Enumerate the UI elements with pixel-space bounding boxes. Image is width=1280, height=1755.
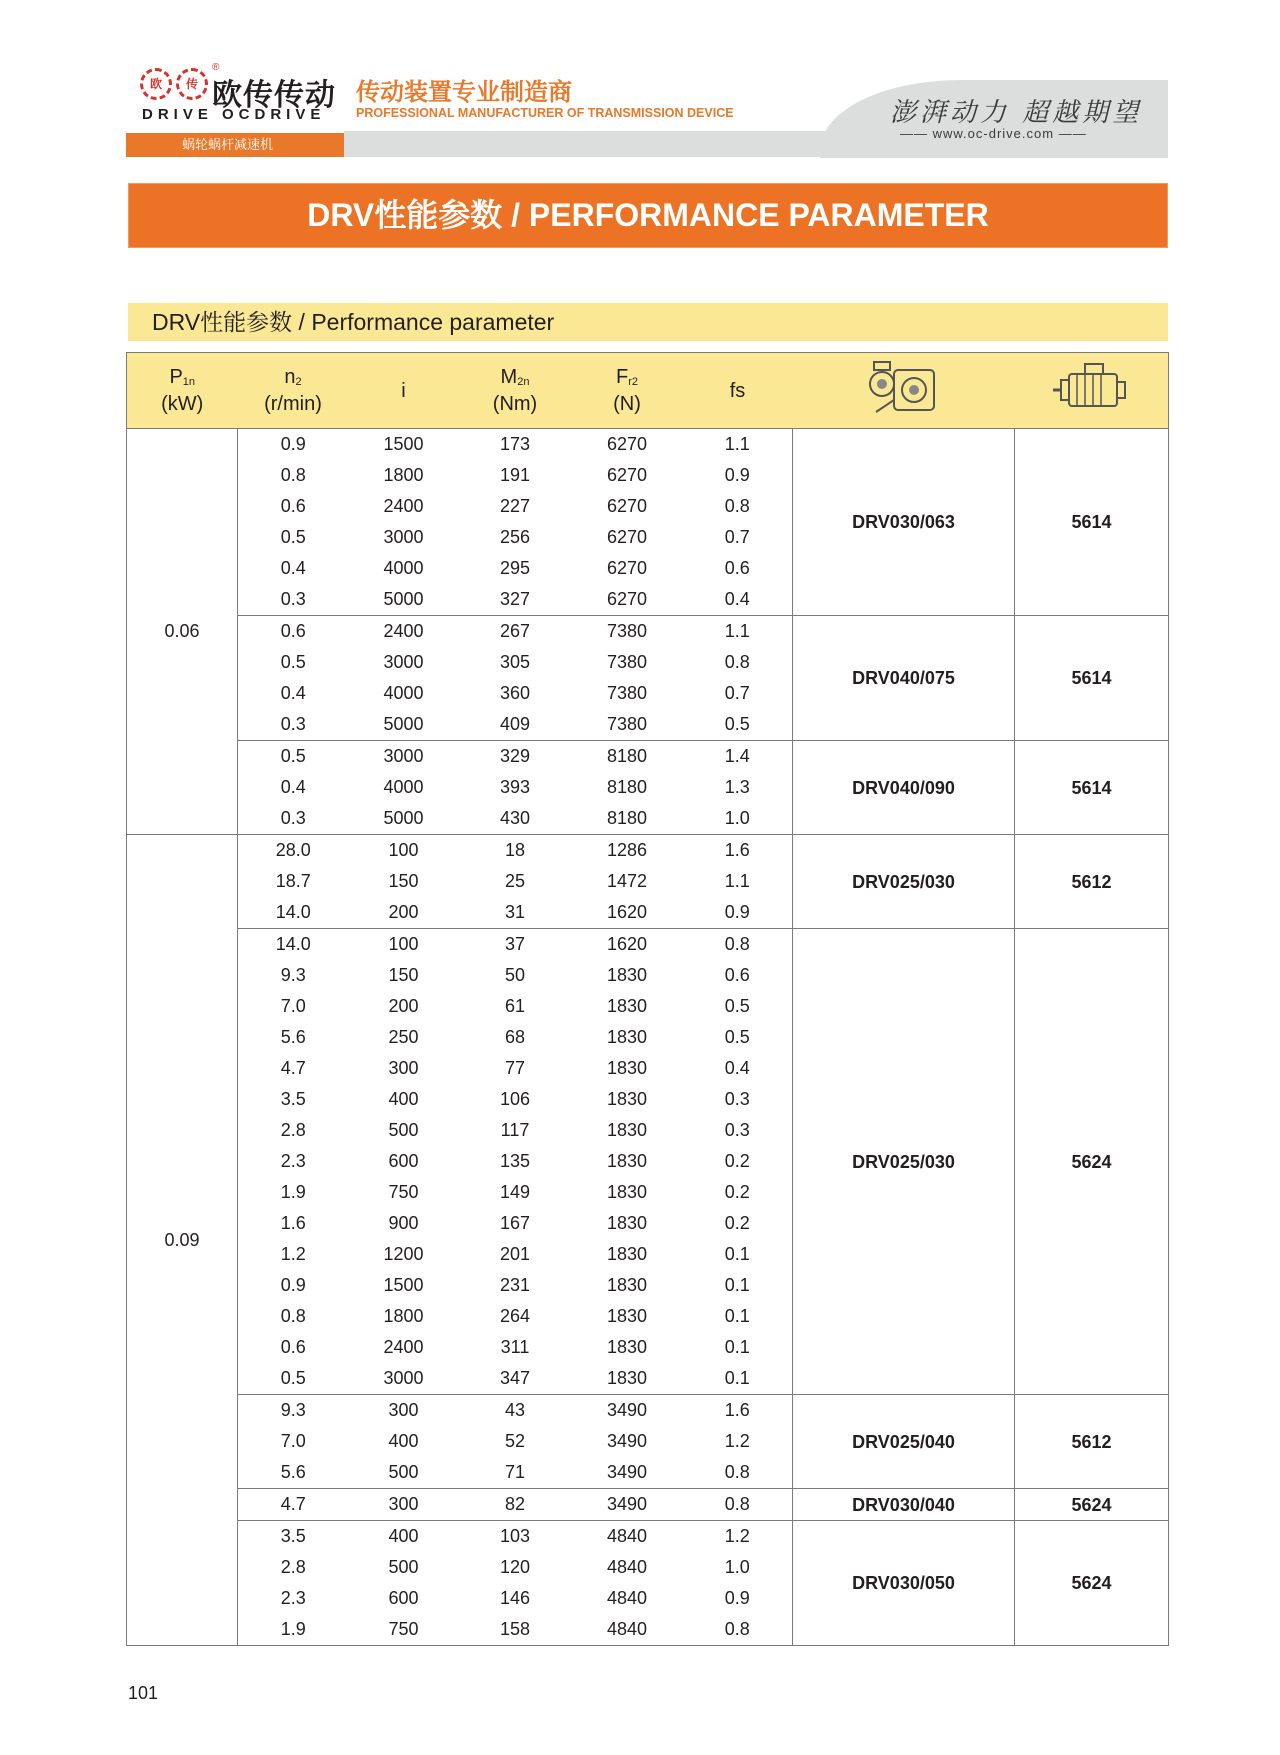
ratio-cell: 9.3: [280, 965, 306, 985]
logo-english-name: DRIVE OCDRIVE: [142, 106, 326, 123]
torque-cell: 82: [459, 1489, 572, 1521]
service-factor-cell: 0.8: [683, 929, 793, 961]
torque-cell: 227: [499, 496, 531, 516]
torque-cell: 267: [459, 616, 572, 648]
power-cell: 0.09: [127, 835, 238, 1646]
radial-load-cell: 7380: [606, 714, 648, 734]
service-factor-cell: 1.1: [683, 429, 793, 461]
radial-load-cell: 1830: [606, 1151, 648, 1171]
reducer-model-cell: DRV030/050: [793, 1521, 1015, 1646]
col-header-torque: M2n (Nm): [459, 353, 572, 429]
logo-mark-left: 欧: [140, 68, 172, 100]
ratio-cell: 1.9: [238, 1614, 349, 1646]
torque-cell: 135: [499, 1151, 531, 1171]
service-factor-cell: 0.5: [683, 709, 793, 741]
speed-cell: 200: [388, 996, 419, 1016]
torque-cell: 43: [459, 1395, 572, 1427]
motor-frame-cell: 5624: [1015, 1521, 1169, 1646]
speed-cell: 5000: [383, 714, 424, 734]
radial-load-cell: 1830: [606, 1337, 648, 1357]
table-row: [127, 429, 1169, 461]
ratio-cell: 1.9: [280, 1182, 306, 1202]
brand-logo: [140, 62, 350, 124]
logo-mark-right: 传: [176, 68, 208, 100]
speed-cell: 500: [388, 1120, 419, 1140]
torque-cell: 305: [499, 652, 531, 672]
torque-cell: 409: [499, 714, 531, 734]
torque-cell: 295: [499, 558, 531, 578]
ratio-cell: 0.6: [280, 1337, 306, 1357]
service-factor-cell: 1.0: [683, 1552, 793, 1583]
ratio-cell: 1.2: [280, 1244, 306, 1264]
radial-load-cell: 6270: [606, 558, 648, 578]
speed-cell: 3000: [383, 1368, 424, 1388]
service-factor-cell: 0.8: [683, 1457, 793, 1489]
col-header-service-factor: fs: [683, 353, 793, 429]
speed-cell: 3000: [383, 527, 424, 547]
reducer-model-cell: DRV040/075: [793, 616, 1015, 741]
performance-table: [126, 352, 1169, 1646]
motor-frame-cell: 5614: [1015, 429, 1169, 616]
table-row: [127, 1395, 1169, 1427]
speed-cell: 750: [349, 1614, 459, 1646]
service-factor-cell: 0.7: [683, 522, 793, 553]
table-body: [127, 429, 1169, 1646]
radial-load-cell: 7380: [606, 652, 648, 672]
ratio-cell: 0.3: [280, 714, 306, 734]
speed-cell: 400: [388, 1431, 419, 1451]
ratio-cell: 2.8: [280, 1557, 306, 1577]
ratio-cell: 0.4: [280, 558, 306, 578]
radial-load-cell: 1830: [606, 1306, 648, 1326]
ratio-cell: 0.9: [280, 1275, 306, 1295]
col-header-radial-load: Fr2 (N): [572, 353, 683, 429]
torque-cell: 61: [504, 996, 526, 1016]
torque-cell: 256: [499, 527, 531, 547]
table-row: [127, 835, 1169, 867]
torque-cell: 77: [504, 1058, 526, 1078]
service-factor-cell: 0.7: [683, 678, 793, 709]
page-title-banner: DRV性能参数 / PERFORMANCE PARAMETER: [128, 183, 1168, 248]
table-header-row: [127, 353, 1169, 429]
speed-cell: 900: [388, 1213, 419, 1233]
radial-load-cell: 4840: [606, 1557, 648, 1577]
radial-load-cell: 1830: [606, 1213, 648, 1233]
col-header-power: P1n (kW): [127, 353, 238, 429]
table-row: [127, 1489, 1169, 1521]
ratio-cell: 3.5: [280, 1089, 306, 1109]
service-factor-cell: 0.3: [683, 1084, 793, 1115]
ratio-cell: 7.0: [280, 1431, 306, 1451]
worm-gear-reducer-icon: [864, 360, 944, 416]
radial-load-cell: 1830: [606, 996, 648, 1016]
service-factor-cell: 1.6: [683, 1395, 793, 1427]
torque-cell: 191: [499, 465, 531, 485]
table-row: [127, 741, 1169, 773]
ratio-cell: 5.6: [280, 1462, 306, 1482]
speed-cell: 3000: [349, 741, 459, 773]
ratio-cell: 0.4: [280, 683, 306, 703]
radial-load-cell: 1830: [606, 1089, 648, 1109]
power-cell: 0.06: [127, 429, 238, 835]
radial-load-cell: 1620: [572, 929, 683, 961]
service-factor-cell: 1.2: [683, 1426, 793, 1457]
ratio-cell: 0.3: [280, 589, 306, 609]
service-factor-cell: 0.5: [683, 991, 793, 1022]
radial-load-cell: 3490: [606, 1462, 648, 1482]
radial-load-cell: 7380: [606, 683, 648, 703]
speed-cell: 300: [349, 1489, 459, 1521]
service-factor-cell: 0.2: [683, 1208, 793, 1239]
ratio-cell: 0.6: [280, 496, 306, 516]
speed-cell: 600: [388, 1151, 419, 1171]
radial-load-cell: 1830: [606, 1058, 648, 1078]
ratio-cell: 14.0: [238, 929, 349, 961]
col-header-ratio: i: [349, 353, 459, 429]
torque-cell: 430: [499, 808, 531, 828]
reducer-model-cell: DRV030/040: [793, 1489, 1015, 1521]
torque-cell: 31: [504, 902, 526, 922]
speed-cell: 4000: [383, 777, 424, 797]
service-factor-cell: 0.5: [683, 1022, 793, 1053]
registered-mark: ®: [212, 62, 220, 73]
ratio-cell: 2.3: [280, 1151, 306, 1171]
speed-cell: 1800: [383, 1306, 424, 1326]
tagline-english: PROFESSIONAL MANUFACTURER OF TRANSMISSION DEVICE: [356, 106, 734, 120]
ratio-cell: 0.8: [280, 1306, 306, 1326]
torque-cell: 158: [459, 1614, 572, 1646]
service-factor-cell: 0.9: [683, 897, 793, 929]
torque-cell: 201: [499, 1244, 531, 1264]
col-header-reducer: [793, 353, 1015, 429]
torque-cell: 37: [459, 929, 572, 961]
motor-frame-cell: 5614: [1015, 616, 1169, 741]
torque-cell: 231: [499, 1275, 531, 1295]
service-factor-cell: 0.2: [683, 1177, 793, 1208]
radial-load-cell: 1830: [606, 1182, 648, 1202]
torque-cell: 264: [499, 1306, 531, 1326]
ratio-cell: 2.3: [280, 1588, 306, 1608]
speed-cell: 4000: [383, 683, 424, 703]
torque-cell: 18: [459, 835, 572, 867]
speed-cell: 150: [388, 871, 419, 891]
speed-cell: 100: [349, 835, 459, 867]
motor-frame-cell: 5624: [1015, 929, 1169, 1395]
speed-cell: 500: [388, 1462, 419, 1482]
speed-cell: 150: [388, 965, 419, 985]
radial-load-cell: 4840: [572, 1521, 683, 1553]
radial-load-cell: 4840: [606, 1588, 648, 1608]
service-factor-cell: 0.1: [683, 1301, 793, 1332]
torque-cell: 146: [499, 1588, 531, 1608]
service-factor-cell: 0.8: [683, 1489, 793, 1521]
radial-load-cell: 6270: [606, 589, 648, 609]
slogan: 澎湃动力 超越期望: [890, 98, 1143, 128]
ratio-cell: 9.3: [238, 1395, 349, 1427]
torque-cell: 52: [504, 1431, 526, 1451]
speed-cell: 200: [388, 902, 419, 922]
speed-cell: 400: [349, 1521, 459, 1553]
reducer-model-cell: DRV025/030: [793, 929, 1015, 1395]
speed-cell: 1500: [383, 1275, 424, 1295]
radial-load-cell: 8180: [606, 808, 648, 828]
col-header-speed: n2 (r/min): [238, 353, 349, 429]
torque-cell: 25: [504, 871, 526, 891]
radial-load-cell: 3490: [572, 1489, 683, 1521]
radial-load-cell: 1830: [606, 1027, 648, 1047]
electric-motor-icon: [1051, 360, 1131, 416]
tagline-chinese: 传动装置专业制造商: [356, 79, 572, 106]
radial-load-cell: 3490: [606, 1431, 648, 1451]
service-factor-cell: 0.6: [683, 553, 793, 584]
speed-cell: 2400: [383, 1337, 424, 1357]
logo-chinese-name: 欧传传动: [212, 79, 336, 112]
speed-cell: 3000: [383, 652, 424, 672]
speed-cell: 5000: [383, 589, 424, 609]
radial-load-cell: 1620: [606, 902, 648, 922]
service-factor-cell: 0.8: [683, 491, 793, 522]
ratio-cell: 14.0: [275, 902, 311, 922]
torque-cell: 106: [499, 1089, 531, 1109]
reducer-model-cell: DRV025/040: [793, 1395, 1015, 1489]
radial-load-cell: 1830: [606, 1120, 648, 1140]
ratio-cell: 0.3: [280, 808, 306, 828]
service-factor-cell: 1.2: [683, 1521, 793, 1553]
radial-load-cell: 3490: [572, 1395, 683, 1427]
torque-cell: 167: [499, 1213, 531, 1233]
service-factor-cell: 0.4: [683, 1053, 793, 1084]
service-factor-cell: 0.6: [683, 960, 793, 991]
radial-load-cell: 6270: [606, 496, 648, 516]
service-factor-cell: 0.3: [683, 1115, 793, 1146]
col-header-motor: [1015, 353, 1169, 429]
torque-cell: 173: [459, 429, 572, 461]
service-factor-cell: 0.1: [683, 1239, 793, 1270]
ratio-cell: 18.7: [275, 871, 311, 891]
torque-cell: 347: [499, 1368, 531, 1388]
radial-load-cell: 6270: [606, 465, 648, 485]
speed-cell: 500: [388, 1557, 419, 1577]
speed-cell: 5000: [383, 808, 424, 828]
radial-load-cell: 7380: [572, 616, 683, 648]
table-row: [127, 1521, 1169, 1553]
torque-cell: 71: [504, 1462, 526, 1482]
torque-cell: 360: [499, 683, 531, 703]
speed-cell: 100: [349, 929, 459, 961]
ratio-cell: 4.7: [238, 1489, 349, 1521]
service-factor-cell: 0.4: [683, 584, 793, 616]
speed-cell: 1800: [383, 465, 424, 485]
service-factor-cell: 0.2: [683, 1146, 793, 1177]
radial-load-cell: 8180: [606, 777, 648, 797]
speed-cell: 400: [388, 1089, 419, 1109]
torque-cell: 68: [504, 1027, 526, 1047]
ratio-cell: 0.5: [280, 527, 306, 547]
radial-load-cell: 1830: [606, 1244, 648, 1264]
torque-cell: 329: [459, 741, 572, 773]
speed-cell: 300: [349, 1395, 459, 1427]
section-title: DRV性能参数 / Performance parameter: [128, 303, 1168, 341]
ratio-cell: 2.8: [280, 1120, 306, 1140]
ratio-cell: 7.0: [280, 996, 306, 1016]
service-factor-cell: 1.1: [683, 866, 793, 897]
ratio-cell: 0.5: [280, 1368, 306, 1388]
service-factor-cell: 0.9: [683, 1583, 793, 1614]
speed-cell: 1200: [383, 1244, 424, 1264]
torque-cell: 117: [500, 1120, 530, 1140]
website: —— www.oc-drive.com ——: [900, 126, 1087, 141]
ratio-cell: 28.0: [238, 835, 349, 867]
motor-frame-cell: 5614: [1015, 741, 1169, 835]
reducer-model-cell: DRV030/063: [793, 429, 1015, 616]
radial-load-cell: 1472: [606, 871, 648, 891]
torque-cell: 393: [499, 777, 531, 797]
radial-load-cell: 6270: [606, 527, 648, 547]
service-factor-cell: 1.4: [683, 741, 793, 773]
torque-cell: 50: [504, 965, 526, 985]
ratio-cell: 1.6: [280, 1213, 306, 1233]
radial-load-cell: 1830: [606, 1275, 648, 1295]
speed-cell: 1500: [349, 429, 459, 461]
category-tab: 蜗轮蜗杆减速机: [126, 133, 344, 157]
service-factor-cell: 0.1: [683, 1332, 793, 1363]
ratio-cell: 4.7: [280, 1058, 306, 1078]
radial-load-cell: 1830: [606, 1368, 648, 1388]
ratio-cell: 5.6: [280, 1027, 306, 1047]
torque-cell: 327: [499, 589, 531, 609]
reducer-model-cell: DRV040/090: [793, 741, 1015, 835]
radial-load-cell: 4840: [572, 1614, 683, 1646]
torque-cell: 149: [499, 1182, 531, 1202]
table-row: [127, 616, 1169, 648]
motor-frame-cell: 5612: [1015, 1395, 1169, 1489]
motor-frame-cell: 5612: [1015, 835, 1169, 929]
speed-cell: 2400: [349, 616, 459, 648]
ratio-cell: 0.9: [238, 429, 349, 461]
service-factor-cell: 0.8: [683, 647, 793, 678]
ratio-cell: 0.8: [280, 465, 306, 485]
ratio-cell: 0.5: [238, 741, 349, 773]
radial-load-cell: 8180: [572, 741, 683, 773]
speed-cell: 250: [388, 1027, 419, 1047]
service-factor-cell: 0.1: [683, 1363, 793, 1395]
speed-cell: 750: [388, 1182, 419, 1202]
ratio-cell: 3.5: [238, 1521, 349, 1553]
table-row: [127, 929, 1169, 961]
ratio-cell: 0.4: [280, 777, 306, 797]
radial-load-cell: 1286: [572, 835, 683, 867]
service-factor-cell: 0.9: [683, 460, 793, 491]
service-factor-cell: 0.1: [683, 1270, 793, 1301]
service-factor-cell: 1.1: [683, 616, 793, 648]
motor-frame-cell: 5624: [1015, 1489, 1169, 1521]
radial-load-cell: 6270: [572, 429, 683, 461]
speed-cell: 4000: [383, 558, 424, 578]
service-factor-cell: 1.0: [683, 803, 793, 835]
speed-cell: 2400: [383, 496, 424, 516]
speed-cell: 300: [388, 1058, 419, 1078]
torque-cell: 120: [499, 1557, 531, 1577]
page-number: 101: [128, 1683, 159, 1703]
service-factor-cell: 0.8: [683, 1614, 793, 1646]
speed-cell: 600: [388, 1588, 419, 1608]
radial-load-cell: 1830: [606, 965, 648, 985]
torque-cell: 103: [459, 1521, 572, 1553]
ratio-cell: 0.5: [280, 652, 306, 672]
torque-cell: 311: [500, 1337, 530, 1357]
ratio-cell: 0.6: [238, 616, 349, 648]
service-factor-cell: 1.3: [683, 772, 793, 803]
reducer-model-cell: DRV025/030: [793, 835, 1015, 929]
service-factor-cell: 1.6: [683, 835, 793, 867]
